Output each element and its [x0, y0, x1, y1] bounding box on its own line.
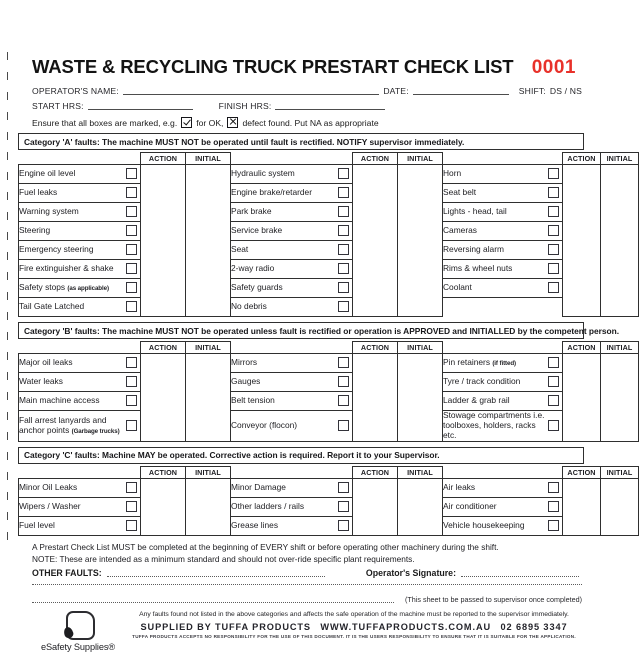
checkbox-icon[interactable]	[126, 357, 137, 368]
operator-signature-label: Operator's Signature:	[365, 567, 456, 578]
item-checkbox-cell[interactable]	[123, 241, 141, 260]
checkbox-icon[interactable]	[126, 501, 137, 512]
category-b-table	[18, 341, 639, 442]
pass-to-supervisor-note: (This sheet to be passed to supervisor once completed)	[405, 594, 582, 604]
item-checkbox-cell[interactable]	[335, 165, 353, 184]
checkbox-icon[interactable]	[338, 168, 349, 179]
item-checkbox-cell[interactable]	[545, 354, 563, 373]
item-label: Major oil leaks	[19, 354, 123, 373]
footer	[18, 610, 584, 652]
marking-instruction	[18, 117, 584, 128]
initial-field[interactable]	[601, 478, 639, 535]
col-header-action: ACTION	[141, 342, 186, 354]
other-faults-line3-row	[18, 594, 584, 604]
item-label: Service brake	[231, 222, 335, 241]
table-row	[19, 392, 639, 411]
item-checkbox-cell[interactable]	[335, 373, 353, 392]
item-checkbox-cell[interactable]	[545, 516, 563, 535]
item-checkbox-cell[interactable]	[123, 411, 141, 442]
col-header-action: ACTION	[353, 342, 398, 354]
operator-name-label: OPERATOR'S NAME:	[32, 86, 119, 96]
item-label: Tyre / track condition	[443, 373, 545, 392]
item-label: Pin retainers (if fitted)	[443, 354, 545, 373]
item-sublabel: (Garbage trucks)	[71, 427, 120, 435]
item-checkbox-cell[interactable]	[545, 373, 563, 392]
item-label: Seat belt	[443, 184, 545, 203]
table-row	[19, 165, 639, 184]
item-label: Warning system	[19, 203, 123, 222]
item-checkbox-cell[interactable]	[123, 184, 141, 203]
checkbox-icon[interactable]	[338, 225, 349, 236]
item-checkbox-cell[interactable]	[335, 203, 353, 222]
brand-logo	[32, 611, 124, 652]
col-header-action: ACTION	[563, 342, 601, 354]
date-input[interactable]	[413, 86, 509, 95]
item-checkbox-cell[interactable]	[335, 478, 353, 497]
item-label: Tail Gate Latched	[19, 298, 123, 317]
item-checkbox-cell[interactable]	[335, 411, 353, 442]
item-checkbox-cell[interactable]	[123, 354, 141, 373]
col-header-initial: INITIAL	[398, 153, 443, 165]
category-c-table	[18, 466, 639, 536]
action-field[interactable]	[563, 478, 601, 535]
item-checkbox-cell[interactable]	[123, 222, 141, 241]
checkbox-icon[interactable]	[126, 420, 137, 431]
checkbox-icon[interactable]	[548, 520, 559, 531]
action-field[interactable]	[563, 165, 601, 317]
action-field[interactable]	[563, 354, 601, 442]
footer-supplier-line	[128, 622, 580, 632]
item-label: Fuel level	[19, 516, 123, 535]
item-label: Gauges	[231, 373, 335, 392]
item-checkbox-cell[interactable]	[335, 241, 353, 260]
checkbox-icon[interactable]	[126, 244, 137, 255]
initial-field[interactable]	[186, 478, 231, 535]
table-row	[19, 279, 639, 298]
item-label: Reversing alarm	[443, 241, 545, 260]
action-field[interactable]	[141, 165, 186, 317]
initial-field[interactable]	[398, 478, 443, 535]
item-label: Safety stops (as applicable)	[19, 279, 123, 298]
col-header-initial: INITIAL	[398, 466, 443, 478]
item-label: Rims & wheel nuts	[443, 260, 545, 279]
item-checkbox-cell[interactable]	[545, 478, 563, 497]
table-row	[19, 478, 639, 497]
item-label: Main machine access	[19, 392, 123, 411]
checkbox-icon[interactable]	[126, 482, 137, 493]
checkbox-icon[interactable]	[548, 357, 559, 368]
item-checkbox-cell[interactable]	[123, 279, 141, 298]
col-header-initial: INITIAL	[601, 466, 639, 478]
other-faults-input-line-2[interactable]	[32, 583, 582, 585]
checkbox-icon[interactable]	[338, 244, 349, 255]
supplier-website[interactable]: WWW.TUFFAPRODUCTS.COM.AU	[320, 621, 492, 632]
closing-note-2: NOTE: These are intended as a minimum standard and should not over-ride specific plant requirements.	[32, 553, 415, 564]
esafety-drop-logo-icon	[63, 611, 93, 641]
checkbox-icon[interactable]	[338, 263, 349, 274]
table-row	[19, 222, 639, 241]
item-checkbox-cell[interactable]	[335, 497, 353, 516]
item-label: Ladder & grab rail	[443, 392, 545, 411]
item-label: Other ladders / rails	[231, 497, 335, 516]
initial-field[interactable]	[398, 354, 443, 442]
empty-cell	[443, 298, 545, 317]
item-checkbox-cell[interactable]	[335, 260, 353, 279]
item-label: Engine brake/retarder	[231, 184, 335, 203]
item-checkbox-cell[interactable]	[335, 184, 353, 203]
table-row	[19, 260, 639, 279]
checkbox-icon[interactable]	[338, 187, 349, 198]
item-label: Coolant	[443, 279, 545, 298]
perforation-edge	[7, 52, 8, 547]
checkbox-icon[interactable]	[548, 206, 559, 217]
checkbox-icon[interactable]	[126, 301, 137, 312]
item-label: Seat	[231, 241, 335, 260]
item-label: Grease lines	[231, 516, 335, 535]
table-header-row	[19, 153, 639, 165]
checkbox-icon[interactable]	[338, 282, 349, 293]
item-sublabel: (as applicable)	[67, 285, 109, 293]
item-checkbox-cell[interactable]	[335, 279, 353, 298]
item-checkbox-cell[interactable]	[123, 497, 141, 516]
item-checkbox-cell[interactable]	[123, 392, 141, 411]
item-checkbox-cell[interactable]	[545, 392, 563, 411]
item-label: Air leaks	[443, 478, 545, 497]
action-field[interactable]	[353, 478, 398, 535]
item-checkbox-cell[interactable]	[335, 516, 353, 535]
page-title: WASTE & RECYCLING TRUCK PRESTART CHECK LIST	[32, 56, 514, 77]
table-row	[19, 373, 639, 392]
form-sheet	[18, 52, 633, 652]
table-row	[19, 516, 639, 535]
item-label: Steering	[19, 222, 123, 241]
item-label: Water leaks	[19, 373, 123, 392]
checkbox-icon[interactable]	[126, 168, 137, 179]
checkbox-icon[interactable]	[126, 187, 137, 198]
checkbox-icon[interactable]	[338, 501, 349, 512]
col-header-initial: INITIAL	[601, 153, 639, 165]
item-label: Engine oil level	[19, 165, 123, 184]
checkbox-icon[interactable]	[548, 395, 559, 406]
item-checkbox-cell[interactable]	[123, 203, 141, 222]
item-label: Hydraulic system	[231, 165, 335, 184]
checkbox-icon[interactable]	[548, 420, 559, 431]
finish-hrs-input[interactable]	[275, 101, 385, 110]
item-label: Fire extinguisher & shake	[19, 260, 123, 279]
instruction-text-2: for OK,	[196, 117, 224, 128]
col-header-initial: INITIAL	[186, 153, 231, 165]
checkbox-icon[interactable]	[548, 263, 559, 274]
col-header-action: ACTION	[563, 153, 601, 165]
item-label: Stowage compartments i.e. toolboxes, holders, racks etc.	[443, 410, 545, 440]
checkbox-icon[interactable]	[338, 301, 349, 312]
footer-body	[128, 611, 584, 639]
shift-label: SHIFT:	[518, 86, 546, 96]
checkbox-icon[interactable]	[126, 520, 137, 531]
category-b-block	[18, 322, 633, 442]
table-row	[19, 241, 639, 260]
checkbox-icon[interactable]	[126, 395, 137, 406]
item-label: Park brake	[231, 203, 335, 222]
item-label: Conveyor (flocon)	[231, 411, 335, 442]
initial-field[interactable]	[186, 354, 231, 442]
col-header-action: ACTION	[353, 153, 398, 165]
operator-date-shift-row	[18, 86, 584, 96]
item-label: Lights - head, tail	[443, 203, 545, 222]
checkbox-icon[interactable]	[548, 168, 559, 179]
item-sublabel: (if fitted)	[492, 360, 516, 368]
action-field[interactable]	[141, 478, 186, 535]
instruction-text-3: defect found. Put NA as appropriate	[242, 117, 379, 128]
table-header-row	[19, 466, 639, 478]
checkbox-icon[interactable]	[548, 482, 559, 493]
other-faults-input[interactable]	[107, 568, 325, 577]
category-a-block	[18, 133, 633, 317]
checked-box-icon	[181, 117, 192, 128]
initial-field[interactable]	[601, 354, 639, 442]
item-checkbox-cell[interactable]	[335, 392, 353, 411]
table-row	[19, 203, 639, 222]
table-row	[19, 184, 639, 203]
item-checkbox-cell[interactable]	[545, 241, 563, 260]
checkbox-icon[interactable]	[338, 420, 349, 431]
item-checkbox-cell[interactable]	[123, 478, 141, 497]
table-row	[19, 497, 639, 516]
operator-name-input[interactable]	[123, 86, 380, 95]
checkbox-icon[interactable]	[338, 206, 349, 217]
footer-warning: Any faults found not listed in the above categories and affects the safe operation of the machine must be reported to the supervisor immediately.	[139, 610, 569, 618]
item-checkbox-cell[interactable]	[335, 354, 353, 373]
checkbox-icon[interactable]	[548, 501, 559, 512]
item-checkbox-cell[interactable]	[545, 260, 563, 279]
item-label: Minor Oil Leaks	[19, 478, 123, 497]
col-header-action: ACTION	[141, 153, 186, 165]
item-label: Wipers / Washer	[19, 497, 123, 516]
item-label: 2-way radio	[231, 260, 335, 279]
checkbox-icon[interactable]	[338, 357, 349, 368]
hours-row	[18, 101, 584, 111]
checkbox-icon[interactable]	[338, 482, 349, 493]
start-hrs-label: START HRS:	[32, 101, 84, 111]
checkbox-icon[interactable]	[548, 225, 559, 236]
item-label: Horn	[443, 165, 545, 184]
col-header-initial: INITIAL	[186, 466, 231, 478]
instruction-text-1: Ensure that all boxes are marked, e.g.	[32, 117, 178, 128]
item-checkbox-cell[interactable]	[335, 222, 353, 241]
category-c-block	[18, 447, 633, 536]
other-faults-input-line-3[interactable]	[32, 594, 394, 603]
item-label: Fall arrest lanyards and anchor points (Garbage trucks)	[19, 411, 123, 442]
category-a-table	[18, 152, 639, 317]
finish-hrs-label: FINISH HRS:	[218, 101, 272, 111]
item-checkbox-cell[interactable]	[545, 222, 563, 241]
checkbox-icon[interactable]	[126, 225, 137, 236]
table-header-row	[19, 342, 639, 354]
action-field[interactable]	[141, 354, 186, 442]
item-label: Cameras	[443, 222, 545, 241]
start-hrs-input[interactable]	[88, 101, 193, 110]
shift-options[interactable]: DS / NS	[549, 86, 582, 96]
checkbox-icon[interactable]	[548, 244, 559, 255]
checkbox-icon[interactable]	[338, 395, 349, 406]
table-row	[19, 411, 639, 442]
item-checkbox-cell[interactable]	[335, 298, 353, 317]
empty-cell	[545, 298, 563, 317]
checkbox-icon[interactable]	[126, 206, 137, 217]
crossed-box-icon	[227, 117, 238, 128]
col-header-action: ACTION	[141, 466, 186, 478]
checkbox-icon[interactable]	[548, 282, 559, 293]
item-label: Emergency steering	[19, 241, 123, 260]
item-label: No debris	[231, 298, 335, 317]
footer-disclaimer: TUFFA PRODUCTS ACCEPTS NO RESPONSIBILITY FOR THE USE OF THIS DOCUMENT. IT IS THE USERS RESPONSIBILITY TO ENSURE THAT IT IS SUITABLE FOR THE APPLICATION.	[132, 633, 576, 639]
category-b-heading: Category 'B' faults: The machine MUST NOT be operated unless fault is rectified or operation is APPROVED and INITIALLED by the competent person.	[18, 322, 584, 339]
item-label: Air conditioner	[443, 497, 545, 516]
supplied-by-text: SUPPLIED BY TUFFA PRODUCTS	[140, 621, 311, 632]
table-row	[19, 298, 639, 317]
closing-note-1: A Prestart Check List MUST be completed at the beginning of EVERY shift or before operating other machinery during the shift.	[32, 541, 499, 552]
initial-field[interactable]	[398, 165, 443, 317]
col-header-initial: INITIAL	[186, 342, 231, 354]
item-checkbox-cell[interactable]	[123, 165, 141, 184]
col-header-action: ACTION	[353, 466, 398, 478]
checkbox-icon[interactable]	[126, 263, 137, 274]
item-checkbox-cell[interactable]	[545, 497, 563, 516]
date-label: DATE:	[383, 86, 409, 96]
masthead	[18, 52, 584, 81]
item-checkbox-cell[interactable]	[545, 411, 563, 442]
brand-name: eSafety Supplies®	[40, 641, 116, 652]
item-checkbox-cell[interactable]	[123, 298, 141, 317]
item-label: Minor Damage	[231, 478, 335, 497]
other-faults-label: OTHER FAULTS:	[32, 567, 102, 578]
action-field[interactable]	[353, 165, 398, 317]
col-header-initial: INITIAL	[398, 342, 443, 354]
item-label: Vehicle housekeeping	[443, 516, 545, 535]
action-field[interactable]	[353, 354, 398, 442]
item-checkbox-cell[interactable]	[123, 373, 141, 392]
item-label: Mirrors	[231, 354, 335, 373]
item-label: Belt tension	[231, 392, 335, 411]
item-checkbox-cell[interactable]	[545, 184, 563, 203]
item-label: Fuel leaks	[19, 184, 123, 203]
checkbox-icon[interactable]	[548, 376, 559, 387]
col-header-initial: INITIAL	[601, 342, 639, 354]
item-label: Safety guards	[231, 279, 335, 298]
item-checkbox-cell[interactable]	[123, 260, 141, 279]
supplier-phone: 02 6895 3347	[500, 621, 568, 632]
item-checkbox-cell[interactable]	[545, 279, 563, 298]
initial-field[interactable]	[186, 165, 231, 317]
col-header-action: ACTION	[563, 466, 601, 478]
item-checkbox-cell[interactable]	[123, 516, 141, 535]
checkbox-icon[interactable]	[548, 187, 559, 198]
category-a-heading: Category 'A' faults: The machine MUST NOT be operated until fault is rectified. NOTIFY supervisor immediately.	[18, 133, 584, 150]
checkbox-icon[interactable]	[338, 520, 349, 531]
checkbox-icon[interactable]	[126, 282, 137, 293]
table-row	[19, 354, 639, 373]
checkbox-icon[interactable]	[338, 376, 349, 387]
serial-number: 0001	[531, 57, 576, 78]
item-checkbox-cell[interactable]	[545, 165, 563, 184]
operator-signature-input[interactable]	[461, 568, 579, 577]
item-checkbox-cell[interactable]	[545, 203, 563, 222]
initial-field[interactable]	[601, 165, 639, 317]
category-c-heading: Category 'C' faults: Machine MAY be operated. Corrective action is required. Report it to your Supervisor.	[18, 447, 584, 464]
checkbox-icon[interactable]	[126, 376, 137, 387]
other-faults-row	[18, 568, 584, 578]
